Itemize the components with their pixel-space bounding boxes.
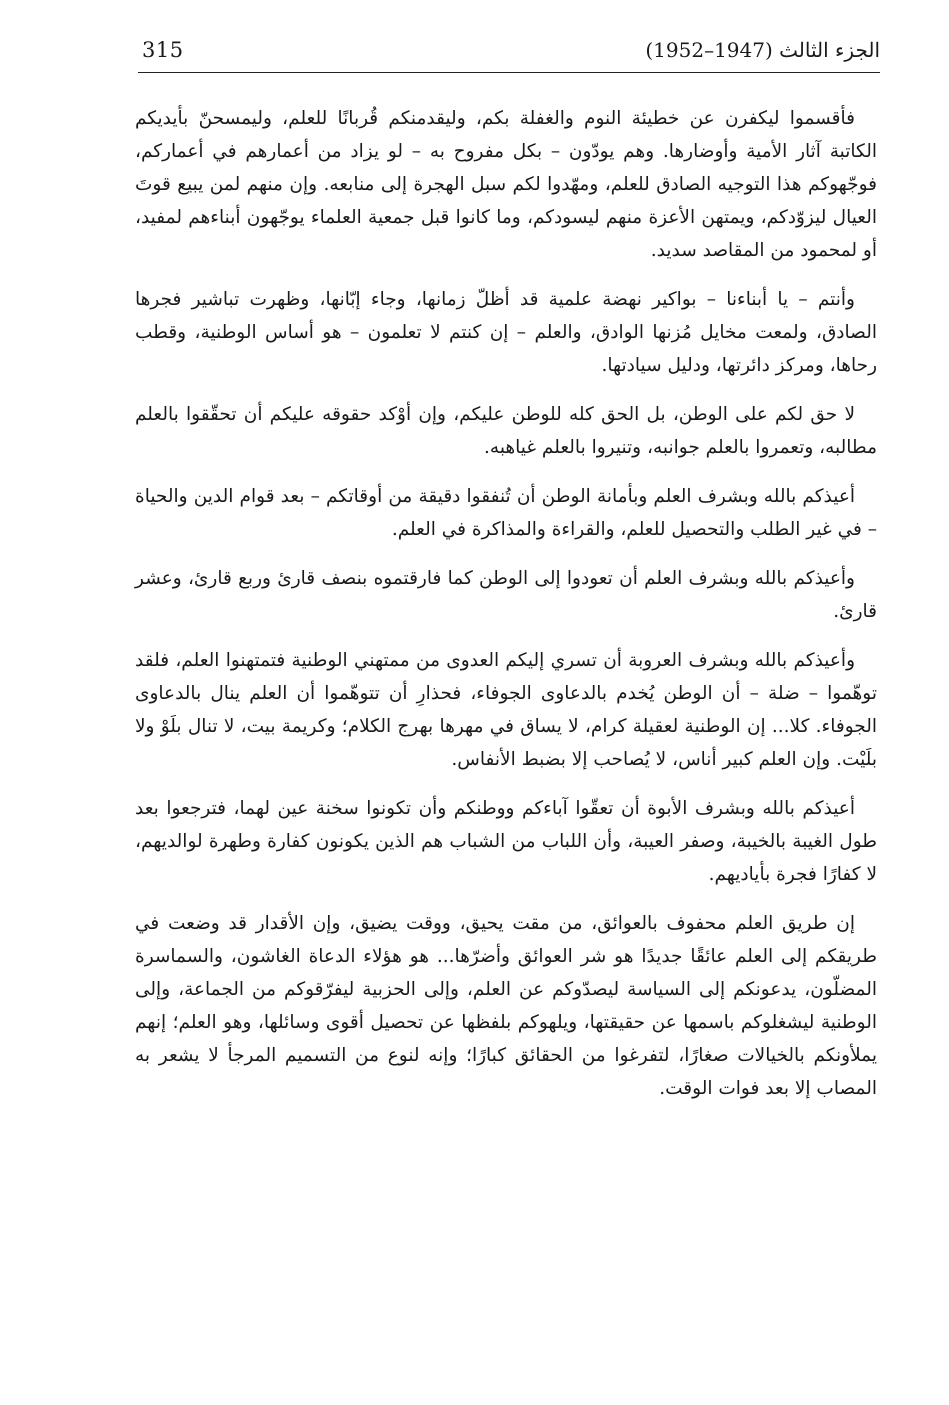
paragraph: إن طريق العلم محفوف بالعوائق، من مقت يحيق، ووقت يضيق، وإن الأقدار قد وضعت في طريقكم إلى العلم عائقًا جديدًا هو شر العوائق وأضرّها... هو هؤلاء الدعاة الغاشون، والسماسرة المضلّون، يدعونكم إلى السياسة ليصدّوكم عن العلم، وإلى الحزبية ليفرّقوكم من الجماعة، وإلى الوطنية ليشغلوكم باسمها عن حقيقتها، ويلهوكم بلفظها عن تحصيل أقوى وسائلها، وهو العلم؛ إنهم يملأونكم بالخيالات صغارًا، لتفرغوا من الحقائق كبارًا؛ وإنه لنوع من التسميم المرجأ لا يشعر به المصاب إلا بعد فوات الوقت. — [135, 913, 877, 1099]
running-head: الجزء الثالث (1947–1952) — [645, 38, 880, 62]
paragraph: أعيذكم بالله وبشرف الأبوة أن تعقّوا آباءكم ووطنكم وأن تكونوا سخنة عين لهما، فترجعوا بعد طول الغيبة بالخيبة، وصفر العيبة، وأن اللباب من الشباب هم الذين يكونون كفارة وطهرة لوالديهم، لا كفارًا فجرة بأياديهم. — [135, 798, 877, 885]
paragraph: وأعيذكم بالله وبشرف العلم أن تعودوا إلى الوطن كما فارقتموه بنصف قارئ وربع قارئ، وعشر قارئ. — [135, 568, 877, 622]
paragraph: فأقسموا ليكفرن عن خطيئة النوم والغفلة بكم، وليقدمنكم قُربانًا للعلم، وليمسحنّ بأيديكم الكاتبة آثار الأمية وأوضارها. وهم يودّون – بكل مفروح به – لو يزاد من أعمارهم في أعماركم، فوجّهوكم هذا التوجيه الصادق للعلم، ومهّدوا لكم سبل الهجرة إلى منابعه. وإن منهم لمن يبيع قوتَ العيال ليزوّدكم، ويمتهن الأعزة منهم ليسودكم، وما كانوا قبل جمعية العلماء يوجّهون أبناءهم لمفيد، أو لمحمود من المقاصد سديد. — [135, 108, 877, 261]
body-text — [135, 102, 877, 1121]
paragraph: أعيذكم بالله وبشرف العلم وبأمانة الوطن أن تُنفقوا دقيقة من أوقاتكم – بعد قوام الدين والحياة – في غير الطلب والتحصيل للعلم، والقراءة والمذاكرة في العلم. — [135, 486, 877, 540]
paragraph: وأعيذكم بالله وبشرف العروبة أن تسري إليكم العدوى من ممتهني الوطنية فتمتهنوا العلم، فلقد توهّموا – ضلة – أن الوطن يُخدم بالدعاوى الجوفاء، فحذارِ أن تتوهّموا أن العلم ينال بالدعاوى الجوفاء. كلا... إن الوطنية لعقيلة كرام، لا يساق في مهرها بهرج الكلام؛ وكريمة بيت، لا تنال بلَوْ ولا بلَيْت. وإن العلم كبير أناس، لا يُصاحب إلا بضبط الأنفاس. — [135, 650, 877, 770]
page-header — [138, 30, 880, 73]
paragraph: لا حق لكم على الوطن، بل الحق كله للوطن عليكم، وإن أوْكد حقوقه عليكم أن تحقّقوا بالعلم مطالبه، وتعمروا بالعلم جوانبه، وتنيروا بالعلم غياهبه. — [135, 404, 877, 458]
paragraph: وأنتم – يا أبناءنا – بواكير نهضة علمية قد أظلّ زمانها، وجاء إبّانها، وظهرت تباشير فجرها الصادق، ولمعت مخايل مُزنها الوادق، والعلم – إن كنتم لا تعلمون – هو أساس الوطنية، وقطب رحاها، ومركز دائرتها، ودليل سيادتها. — [135, 289, 877, 376]
page-number: 315 — [142, 38, 184, 62]
